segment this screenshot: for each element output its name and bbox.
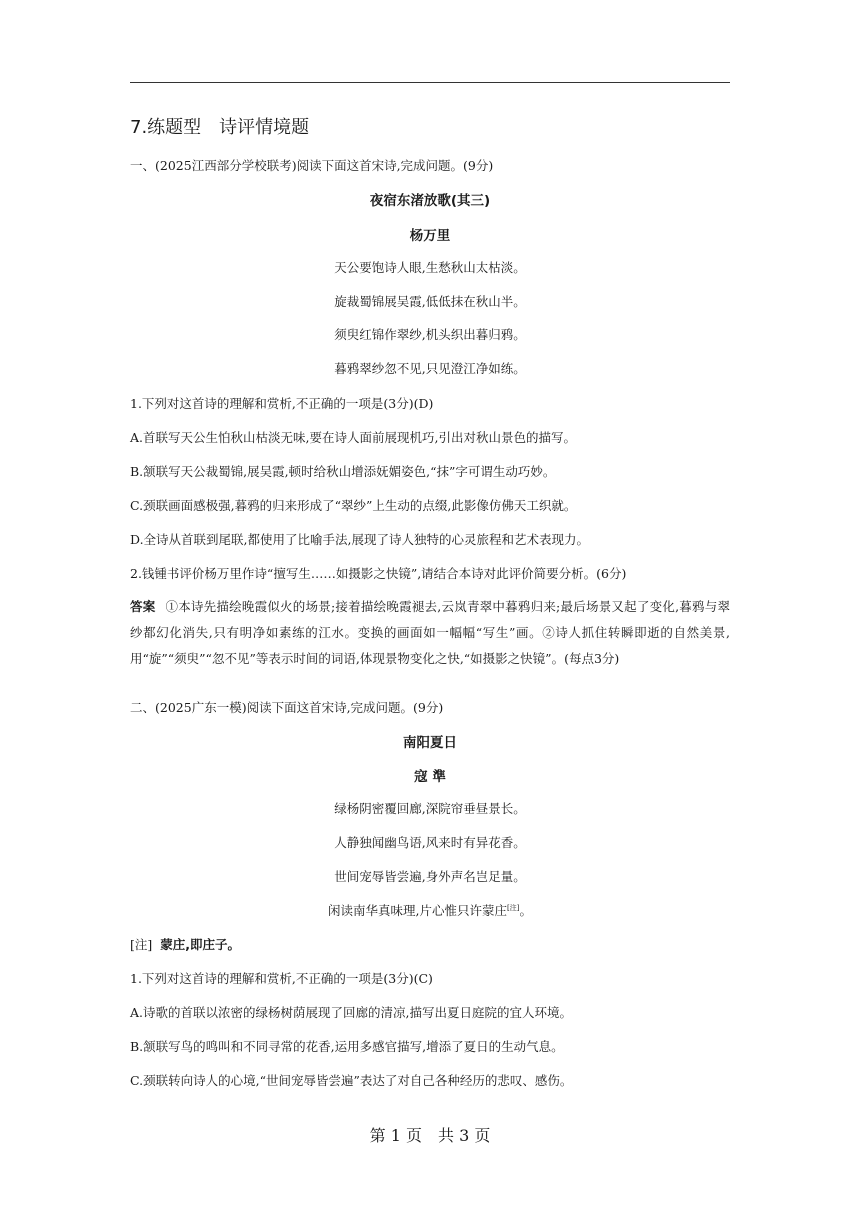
- q1-poem-line: 天公要饱诗人眼,生愁秋山太枯淡。: [334, 260, 526, 275]
- answer-text: ①本诗先描绘晚霞似火的场景;接着描绘晚霞褪去,云岚青翠中暮鸦归来;最后场景又起了变化,暮鸦与翠纱都幻化消失,只有明净如素练的江水。变换的画面如一幅幅“写生”画。②诗人抓住转瞬即逝的自然美景,用“旋”“须臾”“忽不见”等表示时间的词语,体现景物变化之快,“如摄影之快镜”。(每点3分): [130, 599, 730, 666]
- q1-option-b: B.颔联写天公裁蜀锦,展吴霞,顿时给秋山增添妩媚姿色,“抹”字可谓生动巧妙。: [130, 464, 556, 479]
- q2-option-c: C.颈联转向诗人的心境,“世间宠辱皆尝遍”表达了对自己各种经历的悲叹、感伤。: [130, 1073, 573, 1088]
- q2-last-line-text: 闲读南华真味理,片心惟只许蒙庄: [328, 903, 507, 918]
- q2-option-a: A.诗歌的首联以浓密的绿杨树荫展现了回廊的清凉,描写出夏日庭院的宜人环境。: [130, 1005, 572, 1020]
- q2-intro: 二、(2025广东一模)阅读下面这首宋诗,完成问题。(9分): [130, 700, 444, 715]
- answer-label: 答案: [130, 599, 156, 614]
- section-title: 7.练题型 诗评情境题: [130, 117, 310, 138]
- q1-poem-title: 夜宿东渚放歌(其三): [369, 193, 491, 209]
- q1-sub-question-1: 1.下列对这首诗的理解和赏析,不正确的一项是(3分)(D): [130, 396, 434, 411]
- q1-intro: 一、(2025江西部分学校联考)阅读下面这首宋诗,完成问题。(9分): [130, 158, 494, 173]
- page-footer: 第 1 页 共 3 页: [369, 1126, 491, 1145]
- q1-option-d: D.全诗从首联到尾联,都使用了比喻手法,展现了诗人独特的心灵旅程和艺术表现力。: [130, 532, 589, 547]
- q2-last-line-end: 。: [519, 903, 532, 918]
- q2-option-b: B.颔联写鸟的鸣叫和不同寻常的花香,运用多感官描写,增添了夏日的生动气息。: [130, 1039, 564, 1054]
- q2-poem-line: 人静独闻幽鸟语,风来时有异花香。: [334, 835, 526, 850]
- q2-poem-author: 寇 準: [414, 769, 446, 785]
- q1-sub-question-2: 2.钱锺书评价杨万里作诗“擅写生……如摄影之快镜”,请结合本诗对此评价简要分析。(6分): [130, 566, 627, 581]
- q2-sub-question-1: 1.下列对这首诗的理解和赏析,不正确的一项是(3分)(C): [130, 971, 433, 986]
- q1-answer: [130, 594, 730, 672]
- header-rule: [130, 82, 730, 83]
- note-label: [注]: [130, 937, 153, 952]
- q1-poem-line: 旋裁蜀锦展吴霞,低低抹在秋山半。: [334, 294, 526, 309]
- q2-poem-line-last: [130, 903, 730, 919]
- footnote-marker: [注]: [507, 903, 520, 912]
- q2-poem-title: 南阳夏日: [403, 735, 457, 751]
- q1-poem-author: 杨万里: [409, 228, 451, 244]
- q2-poem-line: 绿杨阴密覆回廊,深院帘垂昼景长。: [334, 801, 526, 816]
- note-text: 蒙庄,即庄子。: [160, 937, 241, 952]
- q1-option-a: A.首联写天公生怕秋山枯淡无味,要在诗人面前展现机巧,引出对秋山景色的描写。: [130, 430, 576, 445]
- q1-poem-line: 暮鸦翠纱忽不见,只见澄江净如练。: [334, 361, 526, 376]
- q2-note: [130, 937, 240, 953]
- q1-option-c: C.颈联画面感极强,暮鸦的归来形成了“翠纱”上生动的点缀,此影像仿佛天工织就。: [130, 498, 577, 513]
- q2-poem-line: 世间宠辱皆尝遍,身外声名岂足量。: [334, 869, 526, 884]
- q1-poem-line: 须臾红锦作翠纱,机头织出暮归鸦。: [334, 327, 526, 342]
